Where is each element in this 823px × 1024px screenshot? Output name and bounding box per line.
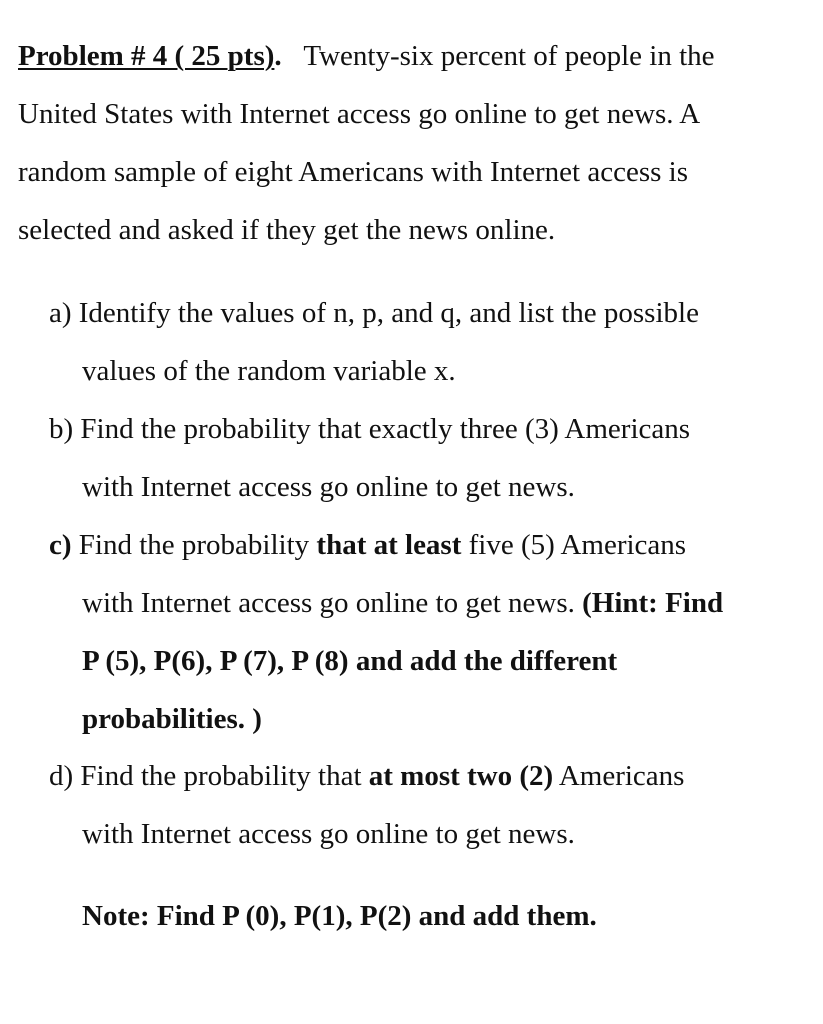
part-c-line-2 [82, 589, 723, 618]
part-c-hint-start: (Hint: Find [582, 587, 724, 619]
part-a-line-1: a) Identify the values of n, p, and q, and list the possible [49, 297, 699, 329]
intro-line-2: United States with Internet access go online to get news. A [18, 98, 701, 130]
intro-line-1: Twenty-six percent of people in the [303, 40, 715, 72]
part-c-line-2-pre: with Internet access go online to get news. [82, 587, 575, 619]
note-line: Note: Find P (0), P(1), P(2) and add them. [82, 900, 597, 932]
part-c-line-3: P (5), P(6), P (7), P (8) and add the different [82, 645, 618, 677]
part-b-line-1: b) Find the probability that exactly three (3) Americans [49, 413, 691, 445]
intro-line-3: random sample of eight Americans with Internet access is [18, 156, 689, 188]
problem-title-period: . [274, 40, 282, 72]
part-b-line-2: with Internet access go online to get news. [82, 471, 575, 503]
part-c-line-1-post: five (5) Americans [468, 529, 687, 561]
part-d-at-most: at most two (2) [368, 760, 554, 792]
problem-heading-line [18, 42, 715, 71]
part-d-line-1-pre: d) Find the probability that [49, 760, 362, 792]
intro-line-4: selected and asked if they get the news online. [18, 214, 556, 246]
part-d-line-1-post: Americans [558, 760, 685, 792]
part-c-at-least: that at least [316, 529, 462, 561]
part-c-label: c) [49, 529, 72, 561]
part-c-line-1-pre: Find the probability [78, 529, 310, 561]
part-c-line-4: probabilities. ) [82, 703, 262, 735]
part-d-line-1 [49, 762, 684, 791]
part-c-line-1 [49, 531, 686, 560]
part-a-line-2: values of the random variable x. [82, 355, 456, 387]
problem-title: Problem # 4 ( 25 pts) [18, 40, 275, 72]
part-d-line-2: with Internet access go online to get news. [82, 818, 575, 850]
